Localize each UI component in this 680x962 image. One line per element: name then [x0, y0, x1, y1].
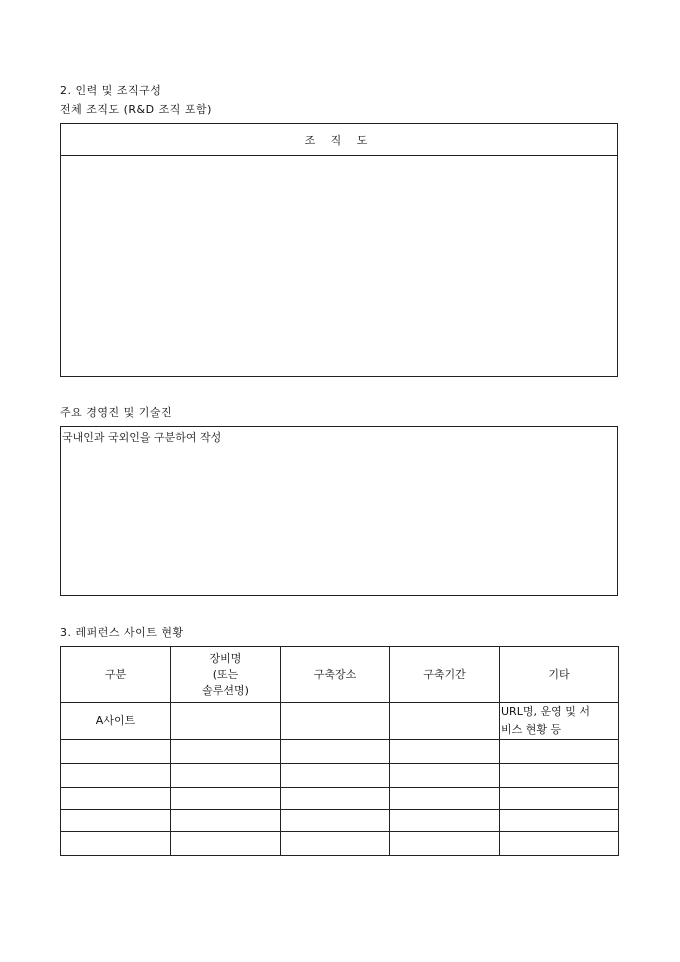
cell-misc[interactable] — [500, 764, 619, 788]
cell-equipment[interactable] — [171, 810, 281, 832]
header-category: 구분 — [61, 647, 171, 703]
header-equipment-name — [171, 647, 281, 703]
section-2-heading: 2. 인력 및 조직구성 — [60, 84, 162, 97]
cell-location[interactable] — [281, 703, 390, 740]
cell-category[interactable] — [61, 832, 171, 856]
table-row — [61, 832, 619, 856]
key-staff-box[interactable] — [60, 426, 618, 596]
cell-period[interactable] — [390, 703, 500, 740]
cell-period[interactable] — [390, 788, 500, 810]
cell-category[interactable] — [61, 788, 171, 810]
cell-equipment[interactable] — [171, 764, 281, 788]
cell-location[interactable] — [281, 740, 390, 764]
org-chart-box[interactable] — [60, 123, 618, 377]
table-row — [61, 810, 619, 832]
cell-location[interactable] — [281, 764, 390, 788]
cell-location[interactable] — [281, 832, 390, 856]
cell-period[interactable] — [390, 740, 500, 764]
table-row — [61, 788, 619, 810]
cell-misc-line1: URL명, 운영 및 서 — [501, 705, 590, 718]
org-chart-heading: 전체 조직도 (R&D 조직 포함) — [60, 103, 212, 116]
table-row — [61, 764, 619, 788]
cell-period[interactable] — [390, 832, 500, 856]
cell-misc[interactable] — [500, 740, 619, 764]
header-equipment-line3: 솔루션명) — [202, 683, 249, 697]
key-staff-note: 국내인과 국외인을 구분하여 작성 — [62, 431, 222, 444]
key-staff-heading: 주요 경영진 및 기술진 — [60, 406, 173, 419]
header-build-location: 구축장소 — [281, 647, 390, 703]
cell-misc-line2: 비스 현황 등 — [501, 723, 562, 736]
reference-site-table — [60, 646, 619, 856]
section-3-heading: 3. 레퍼런스 사이트 현황 — [60, 626, 184, 639]
cell-misc[interactable] — [500, 703, 619, 740]
cell-equipment[interactable] — [171, 832, 281, 856]
cell-period[interactable] — [390, 764, 500, 788]
cell-category[interactable] — [61, 810, 171, 832]
cell-misc[interactable] — [500, 788, 619, 810]
cell-period[interactable] — [390, 810, 500, 832]
header-build-period: 구축기간 — [390, 647, 500, 703]
header-equipment-line1: 장비명 — [209, 651, 242, 665]
cell-location[interactable] — [281, 788, 390, 810]
cell-category[interactable]: A사이트 — [61, 703, 171, 740]
cell-equipment[interactable] — [171, 740, 281, 764]
header-equipment-line2: (또는 — [212, 667, 239, 681]
cell-equipment[interactable] — [171, 703, 281, 740]
cell-misc[interactable] — [500, 832, 619, 856]
table-row — [61, 703, 619, 740]
cell-location[interactable] — [281, 810, 390, 832]
header-misc: 기타 — [500, 647, 619, 703]
cell-equipment[interactable] — [171, 788, 281, 810]
cell-misc[interactable] — [500, 810, 619, 832]
cell-category[interactable] — [61, 740, 171, 764]
table-row — [61, 740, 619, 764]
cell-category[interactable] — [61, 764, 171, 788]
table-header-row — [61, 647, 619, 703]
org-chart-box-title: 조 직 도 — [61, 124, 617, 156]
